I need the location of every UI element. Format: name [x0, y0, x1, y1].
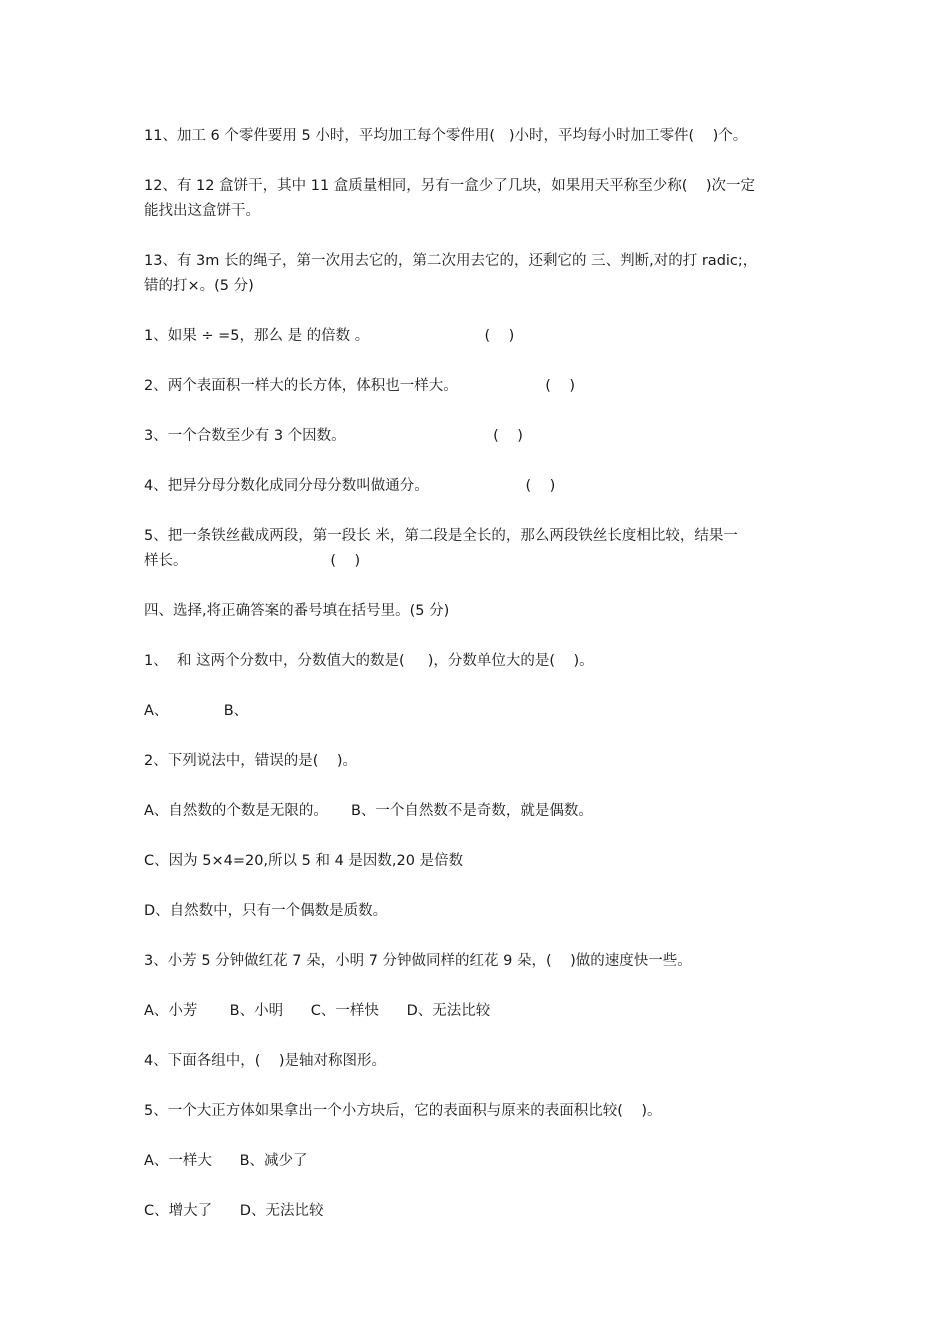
choice-q1: 1、 和 这两个分数中，分数值大的数是( )，分数单位大的是( )。 — [144, 653, 594, 669]
judge-item-4: 4、把异分母分数化成同分母分数叫做通分。 ( ) — [144, 478, 556, 494]
judge-item-5-line-1: 5、把一条铁丝截成两段，第一段长 米，第二段是全长的，那么两段铁丝长度相比较，结果一 — [144, 528, 738, 544]
judge-item-1: 1、如果 ÷ =5，那么 是 的倍数 。 ( ) — [144, 328, 515, 344]
q11-fill-blank: 11、加工 6 个零件要用 5 小时，平均加工每个零件用( )小时，平均每小时加工零件( )个。 — [144, 128, 748, 144]
judge-item-2: 2、两个表面积一样大的长方体，体积也一样大。 ( ) — [144, 378, 576, 394]
q13-line-1: 13、有 3m 长的绳子，第一次用去它的，第二次用去它的，还剩它的 三、判断,对的打 radic;， — [144, 253, 758, 269]
q13-line-2: 错的打×。(5 分) — [144, 278, 254, 294]
choice-q5-options-cd: C、增大了 D、无法比较 — [144, 1203, 324, 1219]
judge-item-3: 3、一个合数至少有 3 个因数。 ( ) — [144, 428, 523, 444]
section-4-heading: 四、选择,将正确答案的番号填在括号里。(5 分) — [144, 603, 450, 619]
choice-q2-option-d: D、自然数中，只有一个偶数是质数。 — [144, 903, 388, 919]
choice-q4: 4、下面各组中，( )是轴对称图形。 — [144, 1053, 386, 1069]
choice-q2-option-c: C、因为 5×4=20,所以 5 和 4 是因数,20 是倍数 — [144, 853, 464, 869]
q12-line-1: 12、有 12 盒饼干，其中 11 盒质量相同，另有一盒少了几块，如果用天平称至少称( )次一定 — [144, 178, 756, 194]
choice-q3-options: A、小芳 B、小明 C、一样快 D、无法比较 — [144, 1003, 491, 1019]
judge-item-5-line-2: 样长。 ( ) — [144, 553, 361, 569]
choice-q5-options-ab: A、一样大 B、减少了 — [144, 1153, 308, 1169]
choice-q3: 3、小芳 5 分钟做红花 7 朵，小明 7 分钟做同样的红花 9 朵，( )做的速度快一些。 — [144, 953, 692, 969]
q12-line-2: 能找出这盒饼干。 — [144, 203, 260, 219]
choice-q5: 5、一个大正方体如果拿出一个小方块后，它的表面积与原来的表面积比较( )。 — [144, 1103, 662, 1119]
choice-q2-options-ab: A、自然数的个数是无限的。 B、一个自然数不是奇数，就是偶数。 — [144, 803, 593, 819]
choice-q1-options: A、 B、 — [144, 703, 249, 719]
choice-q2: 2、下列说法中，错误的是( )。 — [144, 753, 357, 769]
